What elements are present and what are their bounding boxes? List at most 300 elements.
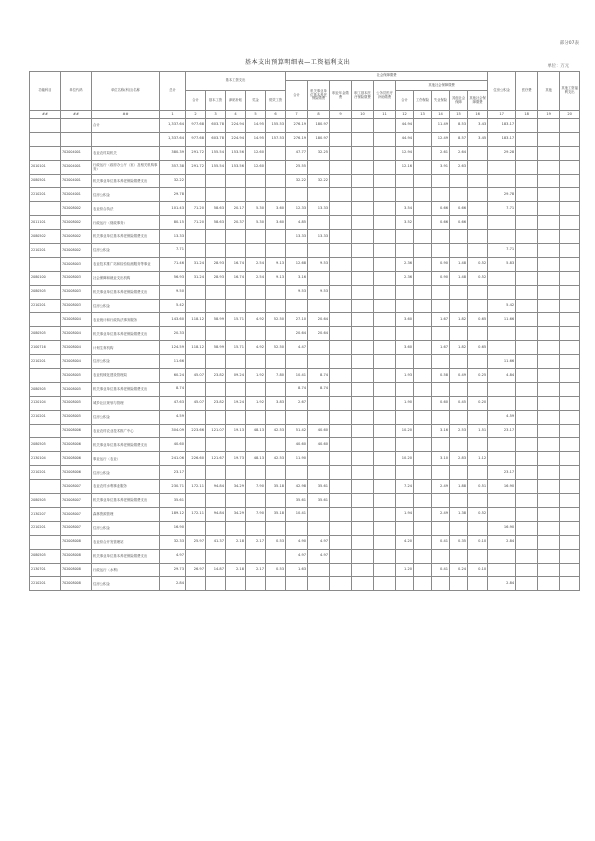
value-cell: [374, 382, 396, 396]
value-cell: 380.39: [160, 146, 186, 160]
table-row: [30, 216, 580, 230]
value-cell: [468, 188, 488, 202]
value-cell: [538, 257, 560, 271]
value-cell: [396, 327, 414, 341]
value-cell: [560, 480, 580, 494]
value-cell: 0.24: [450, 563, 468, 577]
func-code-cell: 2120104: [30, 396, 61, 410]
header-sub: 奖金: [246, 91, 266, 111]
value-cell: [352, 119, 374, 133]
value-cell: [226, 244, 246, 258]
unit-name-cell: 住房公积金: [92, 410, 160, 424]
value-cell: [432, 355, 450, 369]
value-cell: 32.25: [308, 146, 330, 160]
value-cell: 58.99: [206, 313, 226, 327]
value-cell: 2.84: [160, 577, 186, 591]
table-row: [30, 494, 580, 508]
table-row: [30, 466, 580, 480]
value-cell: [468, 577, 488, 591]
unit-code-cell: 702008004: [61, 327, 92, 341]
unit-name-cell: 计划生育机构: [92, 341, 160, 355]
value-cell: [374, 494, 396, 508]
table-row: [30, 369, 580, 383]
value-cell: [246, 285, 266, 299]
value-cell: [206, 438, 226, 452]
value-cell: 11.66: [488, 313, 516, 327]
value-cell: [414, 299, 432, 313]
table-row: [30, 382, 580, 396]
value-cell: 35.18: [266, 480, 286, 494]
value-cell: 80.15: [160, 216, 186, 230]
value-cell: [330, 507, 352, 521]
header-unit-code: 单位代码: [61, 72, 92, 111]
value-cell: [352, 202, 374, 216]
unit-code-cell: 702008006: [61, 424, 92, 438]
value-cell: [352, 549, 374, 563]
column-number: ##: [30, 111, 61, 119]
value-cell: 56.93: [160, 271, 186, 285]
value-cell: [538, 494, 560, 508]
table-row: [30, 313, 580, 327]
header-sub: 职工基本医疗保险缴费: [352, 81, 374, 111]
value-cell: 1.82: [450, 341, 468, 355]
unit-code-cell: 702008003: [61, 271, 92, 285]
value-cell: 1.88: [450, 480, 468, 494]
value-cell: 224.94: [226, 132, 246, 146]
value-cell: [538, 466, 560, 480]
value-cell: 52.50: [266, 341, 286, 355]
value-cell: [450, 244, 468, 258]
column-number: 18: [516, 111, 538, 119]
value-cell: 8.74: [286, 382, 308, 396]
value-cell: [414, 549, 432, 563]
value-cell: [308, 188, 330, 202]
value-cell: [330, 563, 352, 577]
value-cell: [266, 244, 286, 258]
table-row: [30, 160, 580, 174]
value-cell: [468, 494, 488, 508]
value-cell: 977.68: [186, 119, 206, 133]
value-cell: [396, 521, 414, 535]
value-cell: [538, 577, 560, 591]
value-cell: [308, 452, 330, 466]
value-cell: [308, 507, 330, 521]
value-cell: 29.73: [160, 563, 186, 577]
func-code-cell: [30, 119, 61, 133]
value-cell: [414, 396, 432, 410]
value-cell: 180.97: [308, 132, 330, 146]
value-cell: [396, 494, 414, 508]
column-number: ##: [92, 111, 160, 119]
value-cell: [396, 299, 414, 313]
unit-name-cell: 农业机械化建设管理局: [92, 369, 160, 383]
column-number: 16: [468, 111, 488, 119]
value-cell: [246, 438, 266, 452]
value-cell: [516, 382, 538, 396]
value-cell: 0.65: [468, 341, 488, 355]
table-row: [30, 299, 580, 313]
value-cell: [560, 216, 580, 230]
value-cell: [352, 244, 374, 258]
value-cell: 101.43: [160, 202, 186, 216]
value-cell: [266, 230, 286, 244]
value-cell: [186, 382, 206, 396]
value-cell: [396, 577, 414, 591]
value-cell: [266, 355, 286, 369]
value-cell: 2.18: [226, 535, 246, 549]
value-cell: [414, 424, 432, 438]
unit-code-cell: 702004001: [61, 188, 92, 202]
value-cell: [352, 438, 374, 452]
unit-code-cell: 702008004: [61, 355, 92, 369]
value-cell: 8.74: [160, 382, 186, 396]
unit-name-cell: 行政运行（政府办公厅（室）及相关机构事务）: [92, 160, 160, 174]
value-cell: [186, 438, 206, 452]
unit-name-cell: 农业综合执法: [92, 202, 160, 216]
value-cell: [538, 549, 560, 563]
value-cell: [330, 257, 352, 271]
value-cell: [246, 327, 266, 341]
value-cell: [206, 577, 226, 591]
value-cell: [266, 174, 286, 188]
value-cell: [330, 382, 352, 396]
value-cell: 0.66: [450, 202, 468, 216]
header-func-code: 功能科目: [30, 72, 61, 111]
value-cell: [560, 438, 580, 452]
value-cell: [450, 549, 468, 563]
value-cell: [352, 327, 374, 341]
unit-code-cell: [61, 132, 92, 146]
value-cell: 124.59: [160, 341, 186, 355]
value-cell: [266, 438, 286, 452]
func-code-cell: 2210201: [30, 355, 61, 369]
value-cell: [414, 577, 432, 591]
value-cell: [186, 244, 206, 258]
value-cell: 0.45: [450, 396, 468, 410]
value-cell: [516, 535, 538, 549]
value-cell: [396, 285, 414, 299]
value-cell: [414, 466, 432, 480]
value-cell: [246, 549, 266, 563]
value-cell: [308, 521, 330, 535]
func-code-cell: 2210201: [30, 244, 61, 258]
table-row: [30, 202, 580, 216]
value-cell: [560, 327, 580, 341]
value-cell: [352, 341, 374, 355]
value-cell: 15.71: [226, 313, 246, 327]
value-cell: [308, 410, 330, 424]
value-cell: [266, 188, 286, 202]
value-cell: 20.17: [226, 202, 246, 216]
value-cell: [286, 521, 308, 535]
value-cell: [330, 521, 352, 535]
value-cell: [414, 369, 432, 383]
value-cell: [266, 494, 286, 508]
value-cell: [488, 230, 516, 244]
value-cell: [374, 438, 396, 452]
value-cell: 4.59: [160, 410, 186, 424]
value-cell: [308, 341, 330, 355]
func-code-cell: [30, 369, 61, 383]
value-cell: 1.94: [396, 507, 414, 521]
unit-code-cell: 702008005: [61, 396, 92, 410]
value-cell: [414, 285, 432, 299]
column-number: 4: [226, 111, 246, 119]
value-cell: [560, 494, 580, 508]
value-cell: 12.68: [286, 257, 308, 271]
value-cell: [266, 327, 286, 341]
value-cell: 12.94: [396, 146, 414, 160]
value-cell: 0.90: [432, 257, 450, 271]
value-cell: [186, 355, 206, 369]
value-cell: [246, 577, 266, 591]
column-number: 11: [374, 111, 396, 119]
value-cell: 0.52: [468, 271, 488, 285]
value-cell: [414, 563, 432, 577]
value-cell: 0.53: [266, 563, 286, 577]
value-cell: [538, 160, 560, 174]
value-cell: 0.52: [468, 257, 488, 271]
value-cell: 35.61: [160, 494, 186, 508]
unit-code-cell: 702008004: [61, 313, 92, 327]
value-cell: [396, 230, 414, 244]
value-cell: [414, 230, 432, 244]
value-cell: 10.41: [286, 369, 308, 383]
value-cell: 2.36: [396, 257, 414, 271]
value-cell: [330, 174, 352, 188]
value-cell: [468, 244, 488, 258]
value-cell: [330, 146, 352, 160]
value-cell: [374, 410, 396, 424]
func-code-cell: 2080505: [30, 549, 61, 563]
unit-name-cell: 城乡社区规划与管理: [92, 396, 160, 410]
value-cell: [352, 313, 374, 327]
value-cell: [450, 382, 468, 396]
value-cell: [538, 341, 560, 355]
func-code-cell: 2210201: [30, 521, 61, 535]
value-cell: 189.12: [160, 507, 186, 521]
value-cell: [432, 438, 450, 452]
value-cell: 58.99: [206, 341, 226, 355]
value-cell: [516, 577, 538, 591]
value-cell: 7.71: [488, 202, 516, 216]
value-cell: 7.90: [246, 507, 266, 521]
value-cell: [432, 327, 450, 341]
value-cell: 14.87: [206, 563, 226, 577]
table-row: [30, 521, 580, 535]
unit-name-cell: 农业技术推广站和检验检测服务等事业: [92, 257, 160, 271]
unit-name-cell: 农业农村农业技术推广中心: [92, 424, 160, 438]
value-cell: [468, 438, 488, 452]
value-cell: 9.53: [286, 285, 308, 299]
value-cell: 155.54: [206, 146, 226, 160]
header-medical: 医疗费: [516, 72, 538, 111]
func-code-cell: 2080502: [30, 230, 61, 244]
header-sub: 失业保险: [432, 91, 450, 111]
unit-name-cell: 农业综合开发管理站: [92, 535, 160, 549]
value-cell: 118.12: [186, 313, 206, 327]
value-cell: [374, 230, 396, 244]
unit-name-cell: 机关事业单位基本养老保险缴费支出: [92, 382, 160, 396]
value-cell: 603.78: [206, 119, 226, 133]
table-row: [30, 257, 580, 271]
value-cell: [374, 146, 396, 160]
value-cell: [186, 494, 206, 508]
value-cell: [414, 480, 432, 494]
value-cell: 2.83: [450, 452, 468, 466]
value-cell: 5.30: [246, 216, 266, 230]
value-cell: [308, 271, 330, 285]
expenditure-table: [29, 71, 580, 591]
value-cell: [560, 410, 580, 424]
value-cell: [488, 563, 516, 577]
value-cell: 7.90: [246, 480, 266, 494]
value-cell: [374, 507, 396, 521]
value-cell: [330, 244, 352, 258]
value-cell: 8.74: [308, 369, 330, 383]
value-cell: 121.67: [206, 452, 226, 466]
value-cell: [432, 244, 450, 258]
value-cell: [560, 160, 580, 174]
value-cell: 35.18: [266, 507, 286, 521]
value-cell: 2.64: [450, 146, 468, 160]
value-cell: [538, 146, 560, 160]
value-cell: 4.92: [246, 341, 266, 355]
value-cell: 0.60: [432, 396, 450, 410]
value-cell: 40.60: [308, 424, 330, 438]
value-cell: 0.65: [468, 313, 488, 327]
value-cell: [374, 160, 396, 174]
value-cell: [432, 174, 450, 188]
header-sub: 工伤保险: [414, 91, 432, 111]
value-cell: [308, 160, 330, 174]
value-cell: 2.84: [488, 535, 516, 549]
value-cell: [560, 355, 580, 369]
value-cell: [432, 410, 450, 424]
unit-code-cell: [61, 119, 92, 133]
func-code-cell: 2080505: [30, 438, 61, 452]
value-cell: [330, 313, 352, 327]
value-cell: [450, 230, 468, 244]
value-cell: [516, 146, 538, 160]
value-cell: 47.63: [160, 396, 186, 410]
value-cell: [330, 271, 352, 285]
value-cell: [414, 438, 432, 452]
value-cell: [352, 396, 374, 410]
unit-name-cell: 机关事业单位基本养老保险缴费支出: [92, 174, 160, 188]
value-cell: 1.93: [396, 369, 414, 383]
column-number: 13: [414, 111, 432, 119]
value-cell: 0.25: [468, 369, 488, 383]
value-cell: 7.71: [488, 244, 516, 258]
header-unit-name: 单位名称(科目)名称: [92, 72, 160, 111]
value-cell: [374, 396, 396, 410]
unit-code-cell: 702008008: [61, 549, 92, 563]
value-cell: 153.56: [226, 160, 246, 174]
value-cell: [352, 466, 374, 480]
value-cell: [516, 160, 538, 174]
table-row: [30, 119, 580, 133]
value-cell: [468, 216, 488, 230]
value-cell: 2.84: [488, 577, 516, 591]
value-cell: 11.90: [286, 452, 308, 466]
value-cell: [374, 257, 396, 271]
value-cell: 4.47: [286, 341, 308, 355]
value-cell: [352, 257, 374, 271]
value-cell: 1.92: [246, 369, 266, 383]
value-cell: [538, 271, 560, 285]
value-cell: [226, 549, 246, 563]
unit-name-cell: 森林资源管理: [92, 507, 160, 521]
unit-name-cell: 住房公积金: [92, 188, 160, 202]
value-cell: [414, 382, 432, 396]
func-code-cell: 2210201: [30, 188, 61, 202]
unit-name-cell: 住房公积金: [92, 466, 160, 480]
value-cell: [560, 146, 580, 160]
unit-name-cell: 机关事业单位基本养老保险缴费支出: [92, 327, 160, 341]
value-cell: [330, 396, 352, 410]
value-cell: [538, 244, 560, 258]
value-cell: 29.78: [160, 188, 186, 202]
value-cell: [308, 299, 330, 313]
value-cell: [308, 466, 330, 480]
unit-code-cell: 702008005: [61, 382, 92, 396]
value-cell: [450, 355, 468, 369]
unit-code-cell: 702008002: [61, 244, 92, 258]
value-cell: [186, 285, 206, 299]
value-cell: [488, 396, 516, 410]
unit-code-cell: 702008007: [61, 507, 92, 521]
value-cell: [266, 160, 286, 174]
value-cell: 5.83: [488, 257, 516, 271]
value-cell: 10.20: [396, 452, 414, 466]
value-cell: 45.07: [186, 396, 206, 410]
value-cell: [468, 285, 488, 299]
value-cell: [226, 494, 246, 508]
value-cell: 40.60: [160, 438, 186, 452]
value-cell: 143.60: [160, 313, 186, 327]
column-number: 3: [206, 111, 226, 119]
unit-code-cell: 702008002: [61, 230, 92, 244]
value-cell: 1.92: [246, 396, 266, 410]
value-cell: 23.17: [488, 466, 516, 480]
header-other-welfare: 其他工资福利支出: [560, 72, 580, 111]
value-cell: [246, 188, 266, 202]
value-cell: [352, 146, 374, 160]
value-cell: 58.63: [206, 202, 226, 216]
value-cell: [352, 577, 374, 591]
value-cell: [330, 285, 352, 299]
header-sub: 机关事业单位基本养老保险缴费: [308, 81, 330, 111]
value-cell: [352, 299, 374, 313]
value-cell: 52.50: [266, 313, 286, 327]
value-cell: [374, 244, 396, 258]
value-cell: [414, 188, 432, 202]
value-cell: 20.33: [160, 327, 186, 341]
value-cell: [186, 577, 206, 591]
value-cell: [352, 521, 374, 535]
value-cell: [330, 438, 352, 452]
value-cell: [450, 410, 468, 424]
value-cell: [330, 341, 352, 355]
value-cell: [352, 424, 374, 438]
header-sub: 津贴补贴: [226, 91, 246, 111]
value-cell: [330, 299, 352, 313]
value-cell: 9.53: [308, 257, 330, 271]
value-cell: 4.97: [308, 535, 330, 549]
func-code-cell: [30, 132, 61, 146]
value-cell: [246, 521, 266, 535]
